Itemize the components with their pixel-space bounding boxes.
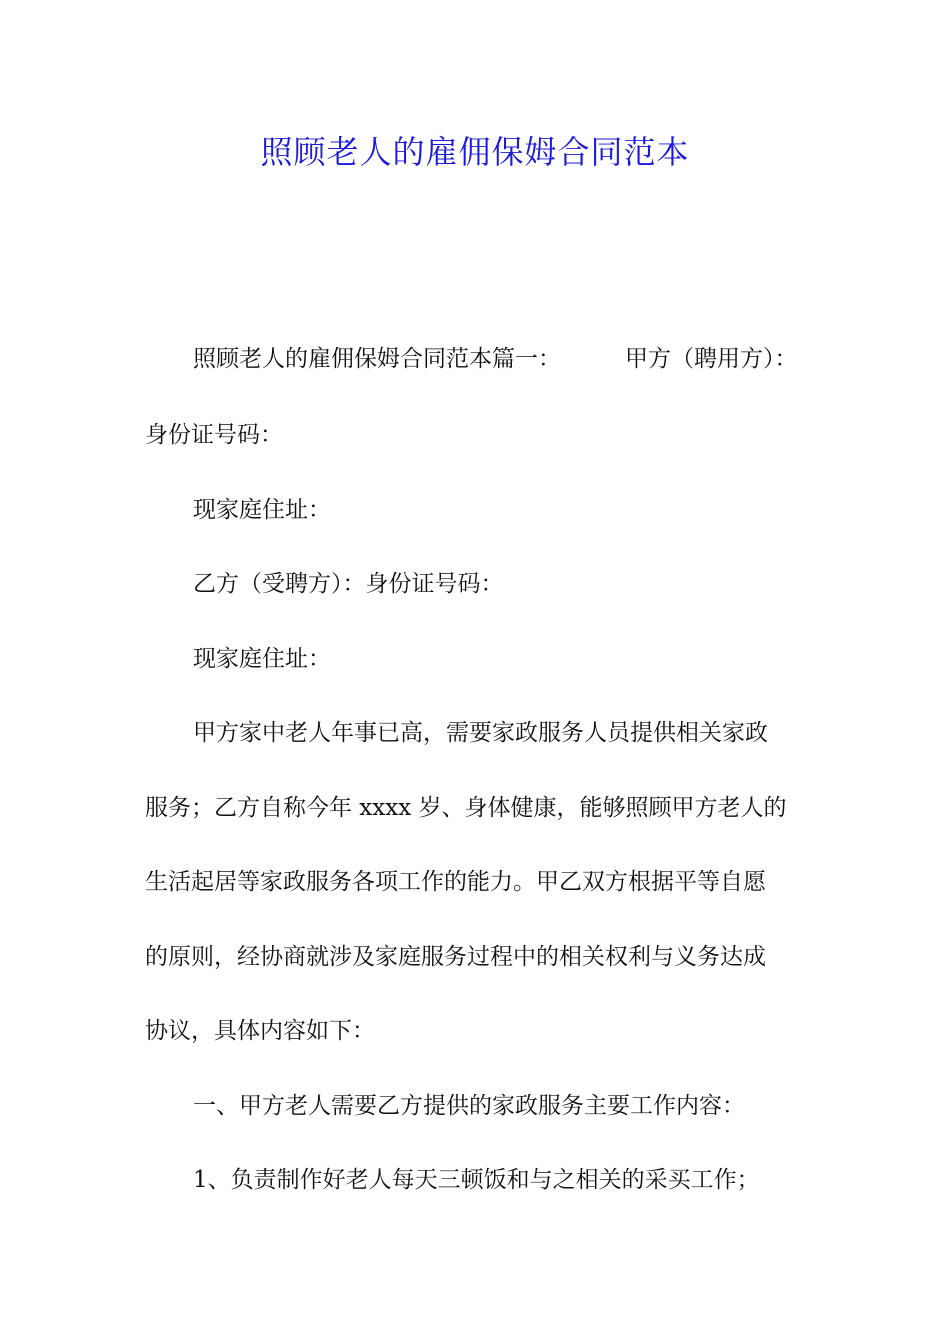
paragraph-line: 一、甲方老人需要乙方提供的家政服务主要工作内容： xyxy=(193,1093,745,1119)
document-title: 照顾老人的雇佣保姆合同范本 xyxy=(260,133,690,171)
party-a-label: 甲方（聘用方）： xyxy=(625,346,798,372)
paragraph-line: 乙方（受聘方）：身份证号码： xyxy=(193,571,504,597)
paragraph-line: 身份证号码： xyxy=(145,422,283,448)
section-heading: 照顾老人的雇佣保姆合同范本篇一： xyxy=(193,346,561,372)
paragraph-line: 生活起居等家政服务各项工作的能力。甲乙双方根据平等自愿 xyxy=(145,869,766,895)
paragraph-line: 协议，具体内容如下： xyxy=(145,1018,375,1044)
paragraph-line: 1、负责制作好老人每天三顿饭和与之相关的采买工作； xyxy=(193,1167,760,1193)
paragraph-line: 甲方家中老人年事已高，需要家政服务人员提供相关家政 xyxy=(193,720,768,746)
paragraph-line xyxy=(193,342,798,376)
paragraph-line: 现家庭住址： xyxy=(193,497,331,523)
paragraph-line: 现家庭住址： xyxy=(193,646,331,672)
paragraph-line: 服务；乙方自称今年 xxxx 岁、身体健康，能够照顾甲方老人的 xyxy=(145,795,787,821)
paragraph-line: 的原则，经协商就涉及家庭服务过程中的相关权利与义务达成 xyxy=(145,944,766,970)
